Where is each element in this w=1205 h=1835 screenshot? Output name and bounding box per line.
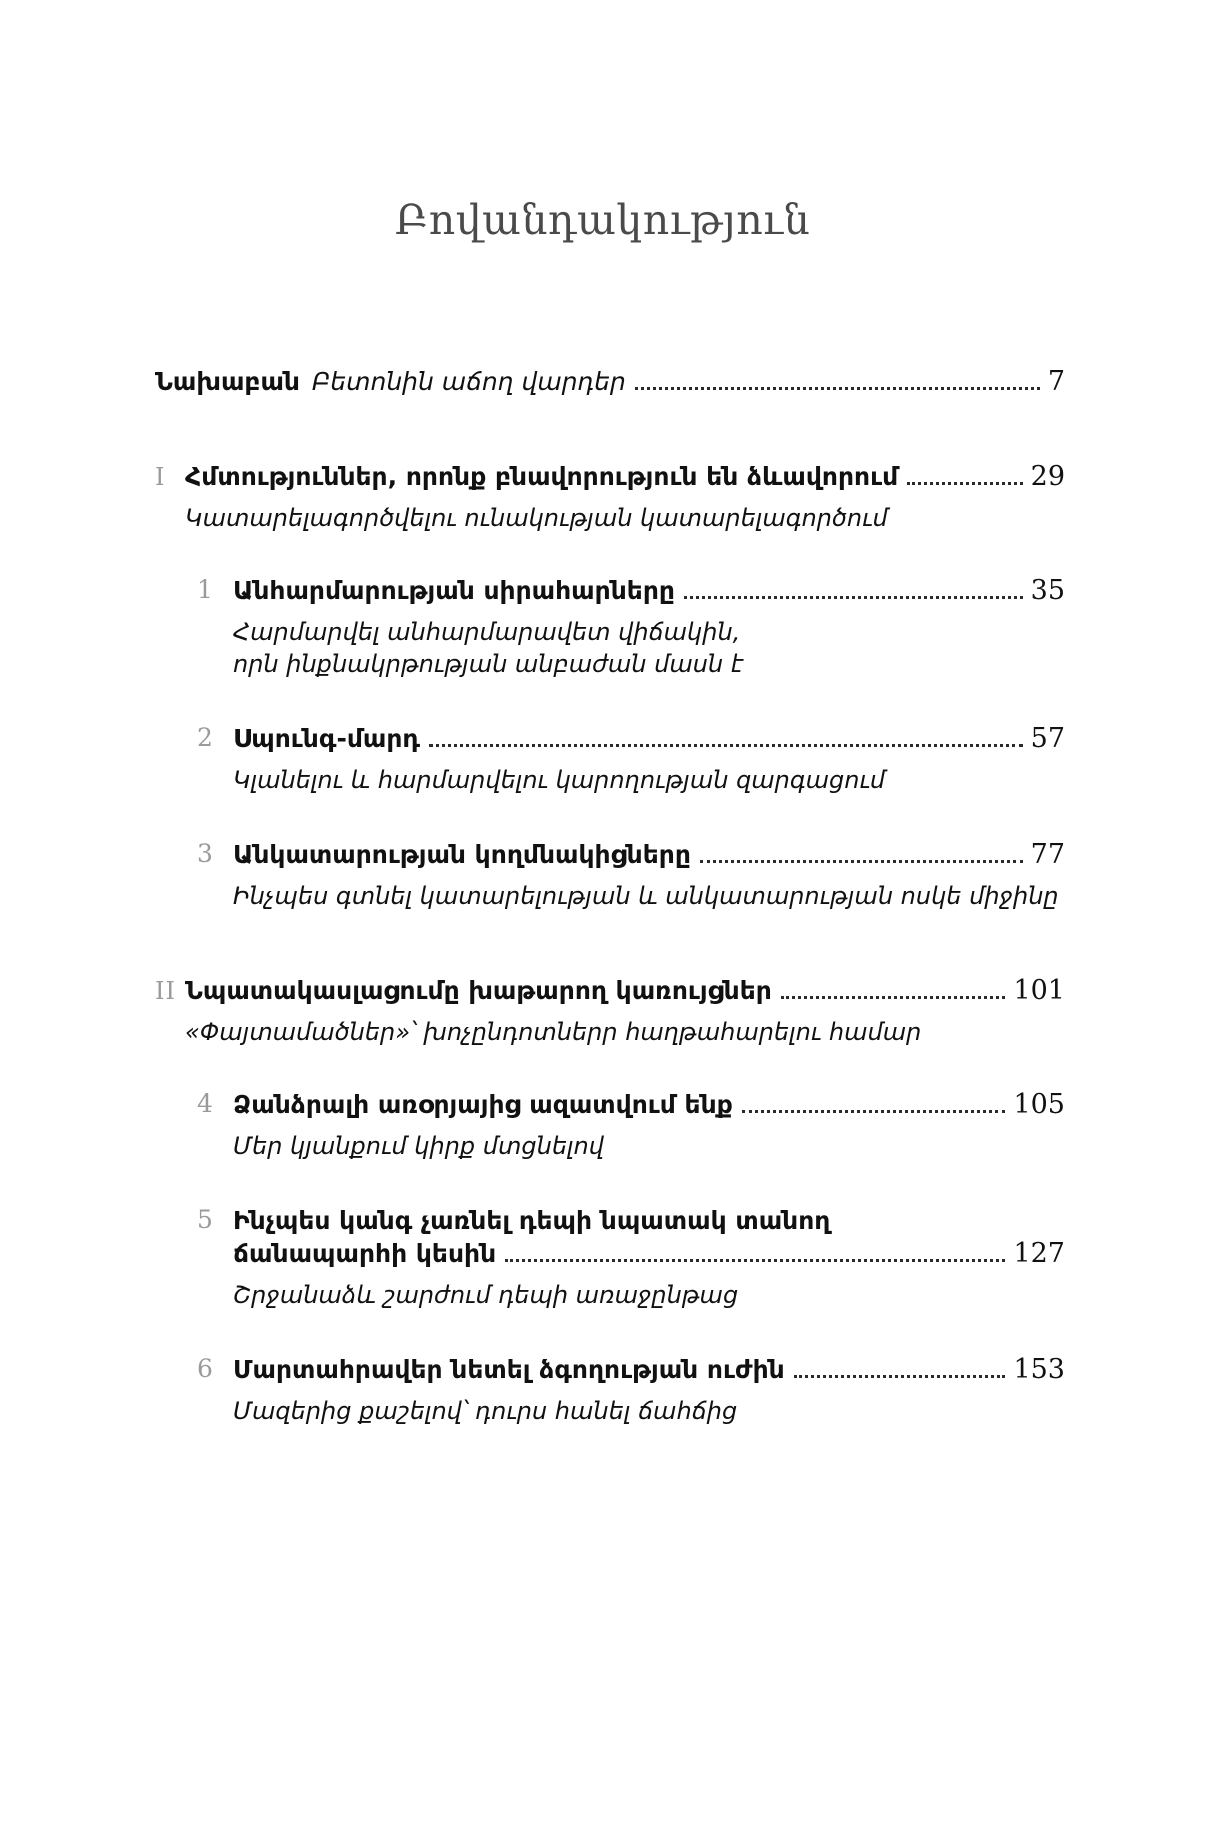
dot-leader: [794, 1375, 1006, 1378]
dot-leader: [429, 744, 1023, 747]
dot-leader: [742, 1110, 1006, 1113]
chapter-number-1: 1: [197, 575, 213, 604]
preface-label: Նախաբան: [155, 367, 300, 396]
chapter-title-6: Մարտահրավեր նետել ձգողության ուժին: [233, 1355, 785, 1385]
toc-chapter-5[interactable]: [197, 1204, 1065, 1312]
preface-page-number: 7: [1047, 366, 1065, 397]
chapter-subtitle-1-line1: Հարմարվել անհարմարավետ վիճակին,: [233, 618, 741, 646]
chapter-subtitle-5-line1: Շրջանաձև շարժում դեպի առաջընթաց: [233, 1281, 739, 1310]
dot-leader: [505, 1259, 1005, 1262]
chapter-page-number-6: 153: [1013, 1354, 1065, 1386]
toc-entry-preface[interactable]: [155, 366, 1065, 399]
toc-chapter-2[interactable]: [197, 722, 1065, 796]
part-subtitle-1: Կատարելագործվելու ունակության կատարելագործում: [185, 504, 888, 532]
dot-leader: [684, 596, 1023, 599]
toc-part-1[interactable]: [155, 461, 1065, 532]
chapter-number-6: 6: [197, 1354, 213, 1384]
chapter-number-3: 3: [197, 839, 213, 869]
chapter-subtitle-6-line1: Մազերից քաշելով՝ դուրս հանել ճահճից: [233, 1397, 738, 1426]
part-numeral-2: II: [155, 976, 176, 1005]
toc-part-2[interactable]: [155, 975, 1065, 1046]
dot-leader: [781, 996, 1006, 999]
part-title-1: Հմտություններ, որոնք բնավորություն են ձևավորում: [185, 462, 899, 491]
chapter-subtitle-3-line1: Ինչպես գտնել կատարելության և անկատարության ոսկե միջինը: [233, 882, 1059, 911]
chapter-title-2: Սպունգ-մարդ: [233, 724, 421, 754]
part-subtitle-2: «Փայտամածներ»՝ խոչընդոտներր հաղթահարելու համար: [185, 1017, 922, 1046]
chapter-number-4: 4: [197, 1088, 213, 1118]
chapter-subtitle-1-line2: որն ինքնակրթության անբաժան մասն է: [233, 650, 744, 679]
part-page-number-1: 29: [1030, 461, 1065, 492]
chapter-title-3: Անկատարության կողմնակիցները: [233, 840, 691, 870]
toc-chapter-4[interactable]: [197, 1088, 1065, 1162]
part-title-2: Նպատակասլացումը խաթարող կառույցներ: [185, 975, 772, 1005]
chapter-title-1: Անհարմարության սիրահարները: [233, 576, 675, 605]
chapter-title-5-line1: Ինչպես կանգ չառնել դեպի նպատակ տանող: [233, 1205, 831, 1235]
chapter-number-2: 2: [197, 723, 213, 753]
page-title: Բովանդակություն: [394, 196, 811, 244]
chapter-page-number-4: 105: [1013, 1088, 1065, 1120]
dot-leader: [700, 860, 1023, 863]
part-page-number-2: 101: [1013, 974, 1065, 1006]
chapter-subtitle-4-line1: Մեր կյանքում կիրք մտցնելով: [233, 1131, 604, 1160]
preface-subtitle: Բետոնին աճող վարդեր: [311, 367, 626, 396]
chapter-title-4: Ձանձրալի առօրյայից ազատվում ենք: [233, 1089, 733, 1119]
toc-chapter-3[interactable]: [197, 838, 1065, 912]
chapter-number-5: 5: [197, 1204, 213, 1234]
dot-leader: [635, 387, 1040, 390]
chapter-subtitle-2-line1: Կլանելու և հարմարվելու կարողության զարգացում: [233, 766, 886, 795]
chapter-page-number-5: 127: [1013, 1238, 1065, 1270]
toc-chapter-1[interactable]: [197, 574, 1065, 680]
dot-leader: [907, 482, 1023, 485]
chapter-page-number-2: 57: [1030, 723, 1065, 755]
toc-chapter-6[interactable]: [197, 1353, 1065, 1427]
toc-list: [155, 366, 1065, 1428]
chapter-title-5-line2: ճանապարհի կեսին: [233, 1239, 497, 1269]
part-numeral-1: I: [155, 463, 166, 491]
chapter-page-number-3: 77: [1030, 839, 1065, 871]
chapter-page-number-1: 35: [1030, 575, 1065, 606]
